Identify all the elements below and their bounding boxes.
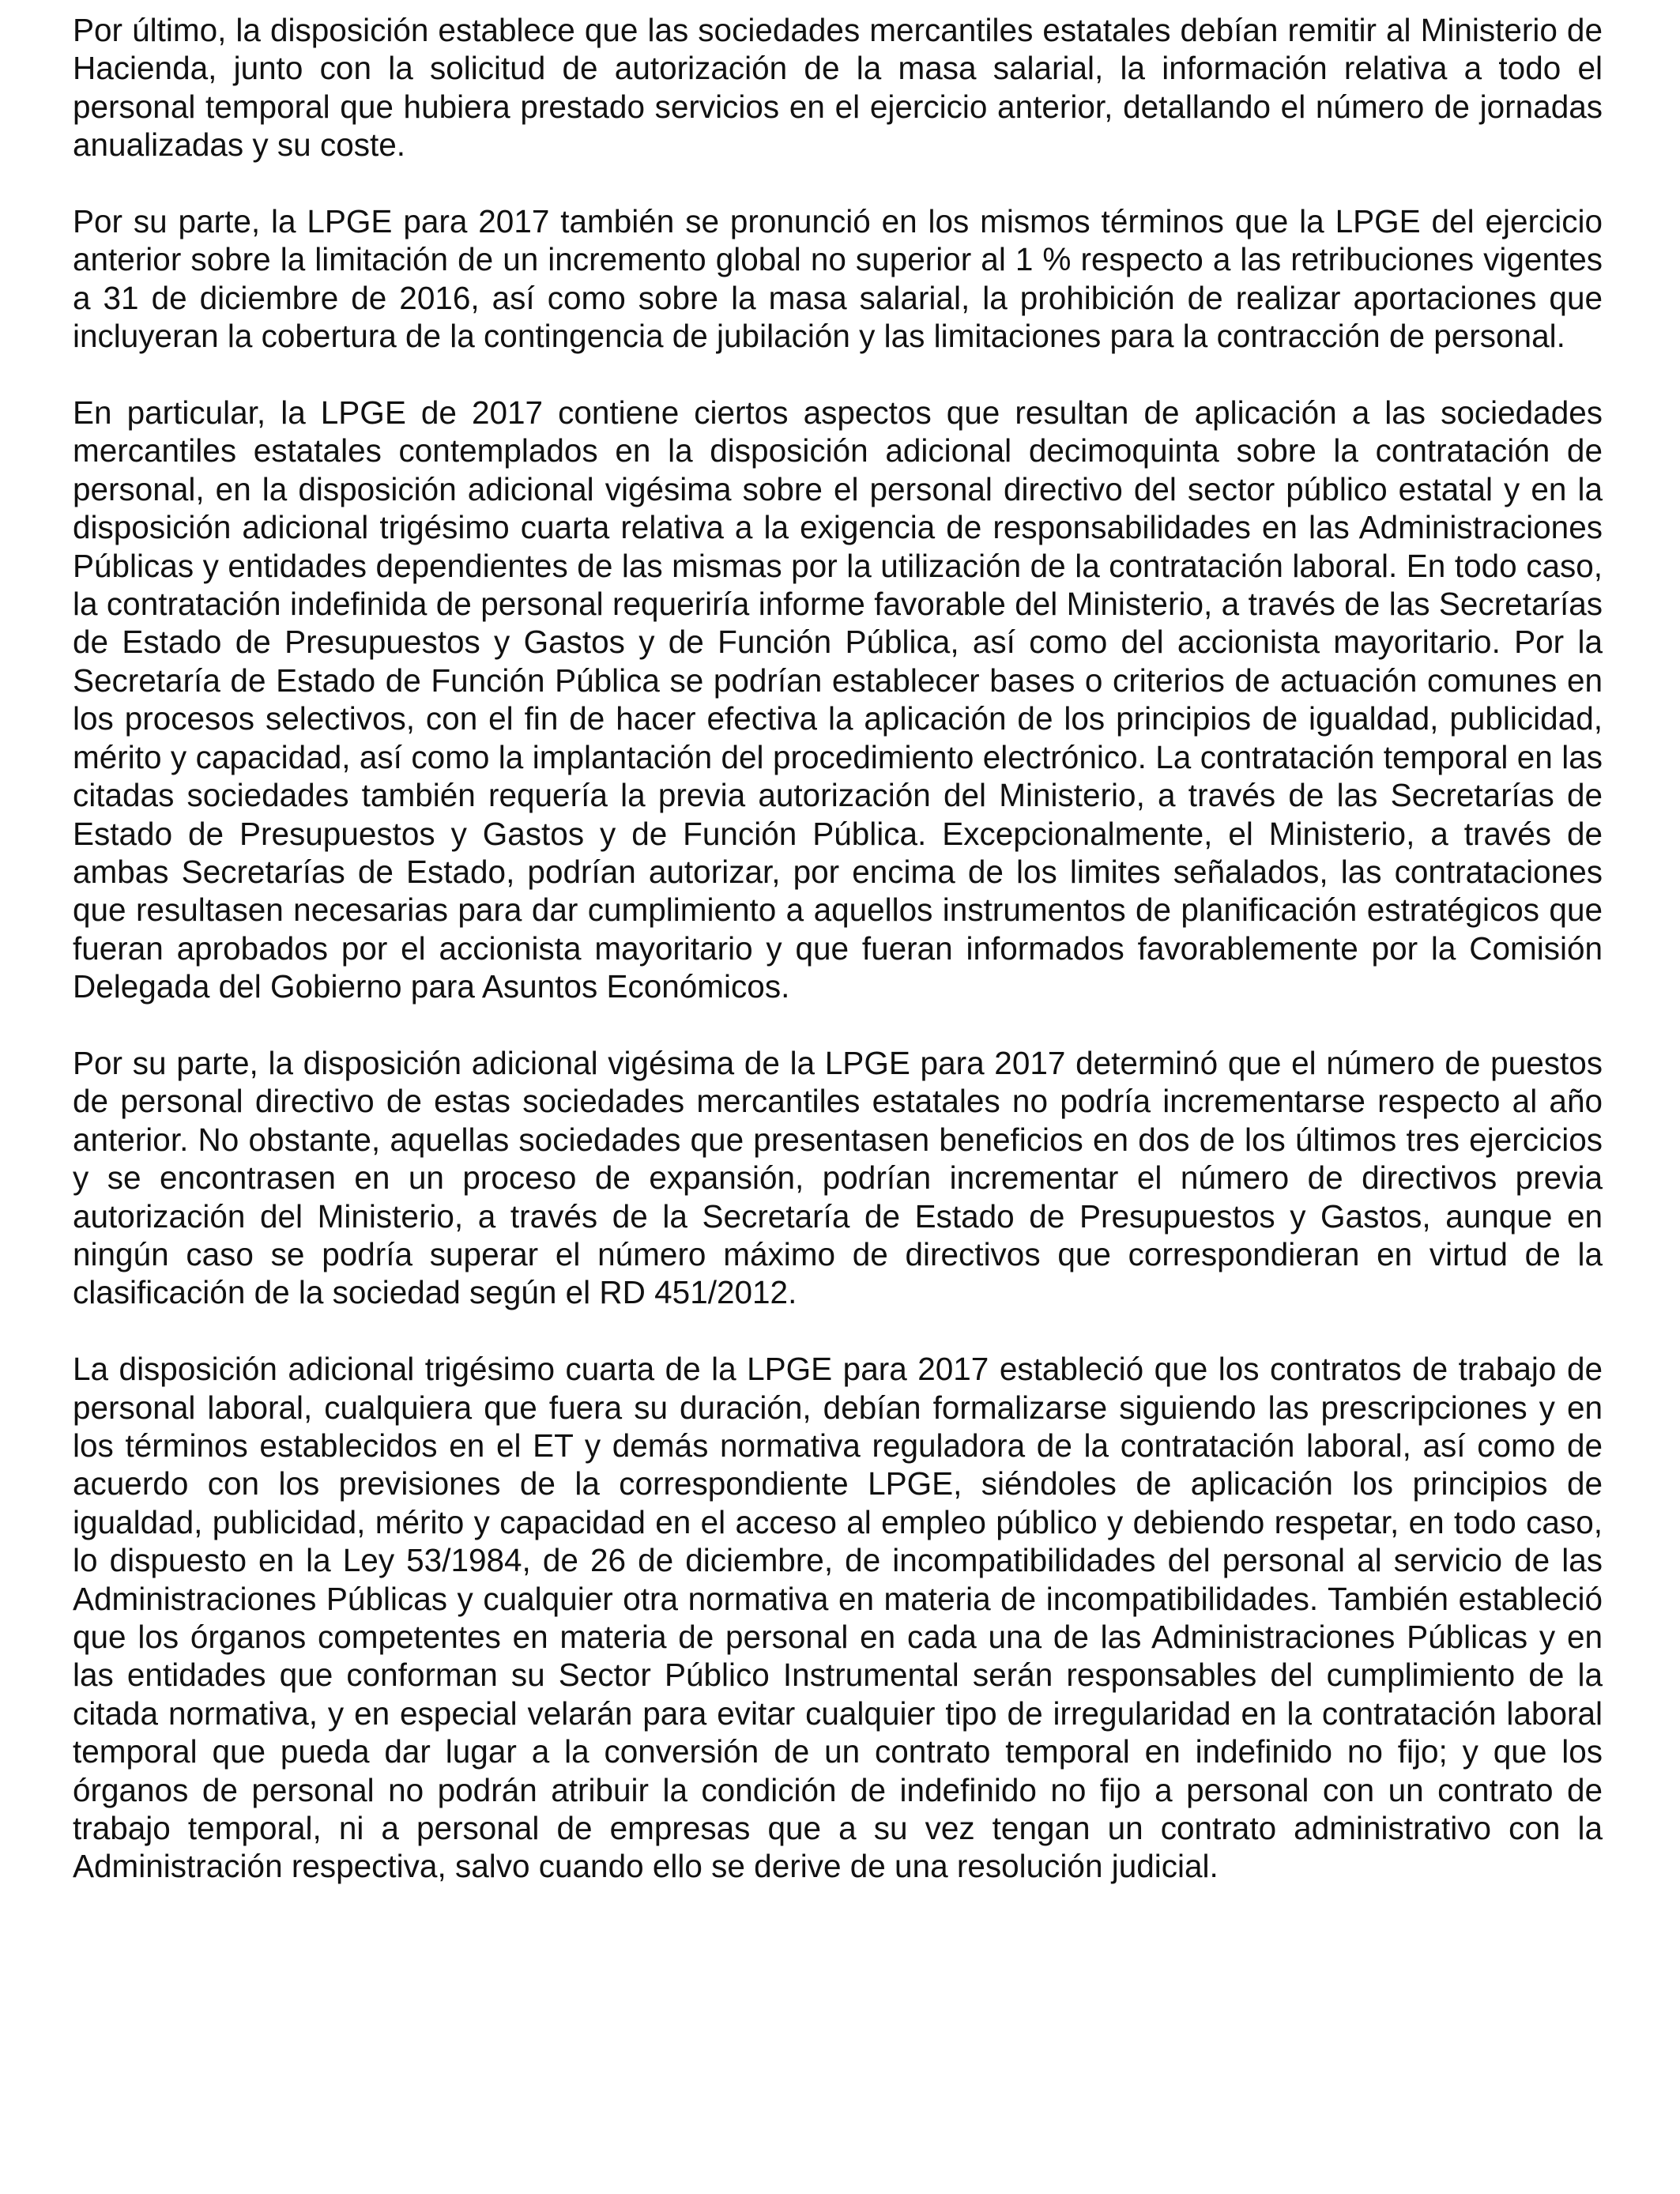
document-page — [73, 11, 1603, 1924]
paragraph-5: La disposición adicional trigésimo cuarta de la LPGE para 2017 estableció que los contratos de trabajo de personal laboral, cualquiera que fuera su duración, debían formalizarse siguiendo las prescripciones y en los términos establecidos en el ET y demás normativa reguladora de la contratación laboral, así como de acuerdo con los previsiones de la correspondiente LPGE, siéndoles de aplicación los principios de igualdad, publicidad, mérito y capacidad en el acceso al empleo público y debiendo respetar, en todo caso, lo dispuesto en la Ley 53/1984, de 26 de diciembre, de incompatibilidades del personal al servicio de las Administraciones Públicas y cualquier otra normativa en materia de incompatibilidades. También estableció que los órganos competentes en materia de personal en cada una de las Administraciones Públicas y en las entidades que conforman su Sector Público Instrumental serán responsables del cumplimiento de la citada normativa, y en especial velarán para evitar cualquier tipo de irregularidad en la contratación laboral temporal que pueda dar lugar a la conversión de un contrato temporal en indefinido no fijo; y que los órganos de personal no podrán atribuir la condición de indefinido no fijo a personal con un contrato de trabajo temporal, ni a personal de empresas que a su vez tengan un contrato administrativo con la Administración respectiva, salvo cuando ello se derive de una resolución judicial. — [73, 1351, 1603, 1885]
paragraph-1: Por último, la disposición establece que las sociedades mercantiles estatales debían remitir al Ministerio de Hacienda, junto con la solicitud de autorización de la masa salarial, la información relativa a todo el personal temporal que hubiera prestado servicios en el ejercicio anterior, detallando el número de jornadas anualizadas y su coste. — [73, 12, 1603, 164]
paragraph-2: Por su parte, la LPGE para 2017 también se pronunció en los mismos términos que la LPGE del ejercicio anterior sobre la limitación de un incremento global no superior al 1 % respecto a las retribuciones vigentes a 31 de diciembre de 2016, así como sobre la masa salarial, la prohibición de realizar aportaciones que incluyeran la cobertura de la contingencia de jubilación y las limitaciones para la contracción de personal. — [73, 203, 1603, 355]
paragraph-4: Por su parte, la disposición adicional vigésima de la LPGE para 2017 determinó que el número de puestos de personal directivo de estas sociedades mercantiles estatales no podría incrementarse respecto al año anterior. No obstante, aquellas sociedades que presentasen beneficios en dos de los últimos tres ejercicios y se encontrasen en un proceso de expansión, podrían incrementar el número de directivos previa autorización del Ministerio, a través de la Secretaría de Estado de Presupuestos y Gastos, aunque en ningún caso se podría superar el número máximo de directivos que correspondieran en virtud de la clasificación de la sociedad según el RD 451/2012. — [73, 1044, 1603, 1311]
paragraph-3: En particular, la LPGE de 2017 contiene ciertos aspectos que resultan de aplicación a las sociedades mercantiles estatales contemplados en la disposición adicional decimoquinta sobre la contratación de personal, en la disposición adicional vigésima sobre el personal directivo del sector público estatal y en la disposición adicional trigésimo cuarta relativa a la exigencia de responsabilidades en las Administraciones Públicas y entidades dependientes de las mismas por la utilización de la contratación laboral. En todo caso, la contratación indefinida de personal requeriría informe favorable del Ministerio, a través de las Secretarías de Estado de Presupuestos y Gastos y de Función Pública, así como del accionista mayoritario. Por la Secretaría de Estado de Función Pública se podrían establecer bases o criterios de actuación comunes en los procesos selectivos, con el fin de hacer efectiva la aplicación de los principios de igualdad, publicidad, mérito y capacidad, así como la implantación del procedimiento electrónico. La contratación temporal en las citadas sociedades también requería la previa autorización del Ministerio, a través de las Secretarías de Estado de Presupuestos y Gastos y de Función Pública. Excepcionalmente, el Ministerio, a través de ambas Secretarías de Estado, podrían autorizar, por encima de los limites señalados, las contrataciones que resultasen necesarias para dar cumplimiento a aquellos instrumentos de planificación estratégicos que fueran aprobados por el accionista mayoritario y que fueran informados favorablemente por la Comisión Delegada del Gobierno para Asuntos Económicos. — [73, 394, 1603, 1005]
